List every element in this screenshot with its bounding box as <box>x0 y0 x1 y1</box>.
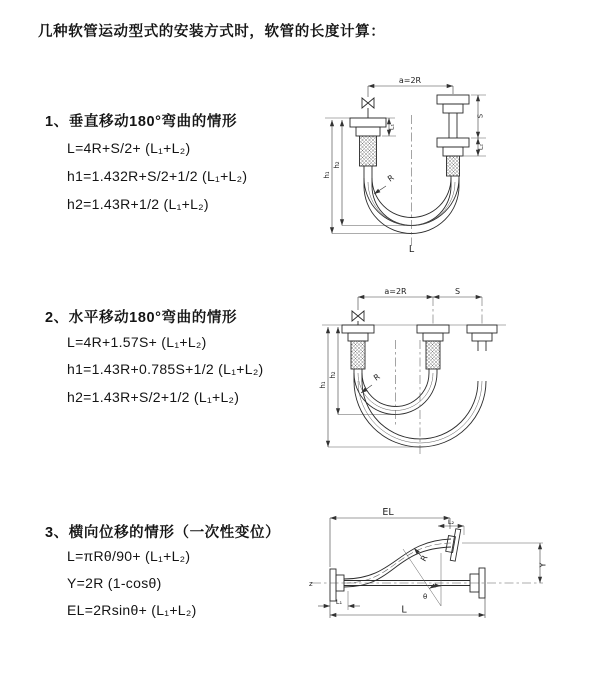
section-3-formula-Y: Y=2R (1-cosθ) <box>67 575 162 591</box>
section-1-formula-L: L=4R+S/2+ (L₁+L₂) <box>67 140 191 156</box>
hose-braid <box>360 136 377 166</box>
section-3-heading: 3、横向位移的情形（一次性变位） <box>45 525 281 541</box>
section-2-heading: 2、水平移动180°弯曲的情形 <box>45 310 238 326</box>
label-h1: h₁ <box>319 381 327 389</box>
diagram-vertical-180-bend <box>310 70 590 260</box>
label-l1: L₁ <box>335 598 343 606</box>
hose-braid <box>447 156 460 176</box>
left-flange <box>350 118 386 166</box>
section-2-formula-h2: h2=1.43R+S/2+1/2 (L₁+L₂) <box>67 389 240 405</box>
section-1-formula-h1: h1=1.432R+S/2+1/2 (L₁+L₂) <box>67 168 248 184</box>
label-l2: L₂ <box>476 143 485 151</box>
diagram-horizontal-180-bend <box>310 285 600 460</box>
hose-braid <box>351 341 365 369</box>
section-2-formula-L: L=4R+1.57S+ (L₁+L₂) <box>67 334 207 350</box>
label-l: L <box>401 604 407 616</box>
valve-icon <box>362 98 374 118</box>
label-a2r: a=2R <box>384 287 407 296</box>
label-r: R <box>418 553 430 563</box>
right-flange <box>467 325 497 351</box>
section-3-formula-EL: EL=2Rsinθ+ (L₁+L₂) <box>67 602 197 618</box>
right-flange <box>437 95 469 176</box>
label-r: R <box>371 372 382 383</box>
hose-s-curve <box>344 539 451 587</box>
valve-icon <box>352 311 364 325</box>
middle-flange <box>417 325 449 369</box>
diagram-lateral-displacement <box>300 505 600 640</box>
left-flange <box>342 325 374 369</box>
label-z: z <box>309 580 313 588</box>
left-flange <box>330 569 344 601</box>
label-el: EL <box>382 507 394 518</box>
label-h2: h₂ <box>329 371 337 379</box>
hose-braid <box>426 341 440 369</box>
label-y: Y <box>538 562 548 568</box>
section-1-formula-h2: h2=1.43R+1/2 (L₁+L₂) <box>67 196 209 212</box>
label-l: L <box>408 244 415 255</box>
page-title: 几种软管运动型式的安装方式时，软管的长度计算： <box>38 24 386 40</box>
label-l1: L₁ <box>387 123 396 131</box>
section-2-formula-h1: h1=1.43R+0.785S+1/2 (L₁+L₂) <box>67 361 264 377</box>
label-r: R <box>385 173 396 184</box>
section-3-formula-L: L=πRθ/90+ (L₁+L₂) <box>67 548 191 564</box>
label-s: S <box>476 113 485 119</box>
label-a2r: a=2R <box>398 76 422 85</box>
label-h2: h₂ <box>333 161 341 169</box>
label-s: S <box>454 287 461 296</box>
label-l2: L₂ <box>447 518 455 526</box>
section-1-heading: 1、垂直移动180°弯曲的情形 <box>45 114 238 130</box>
displaced-flange <box>444 528 460 561</box>
label-theta: θ <box>423 593 428 601</box>
label-h1: h₁ <box>323 171 331 179</box>
